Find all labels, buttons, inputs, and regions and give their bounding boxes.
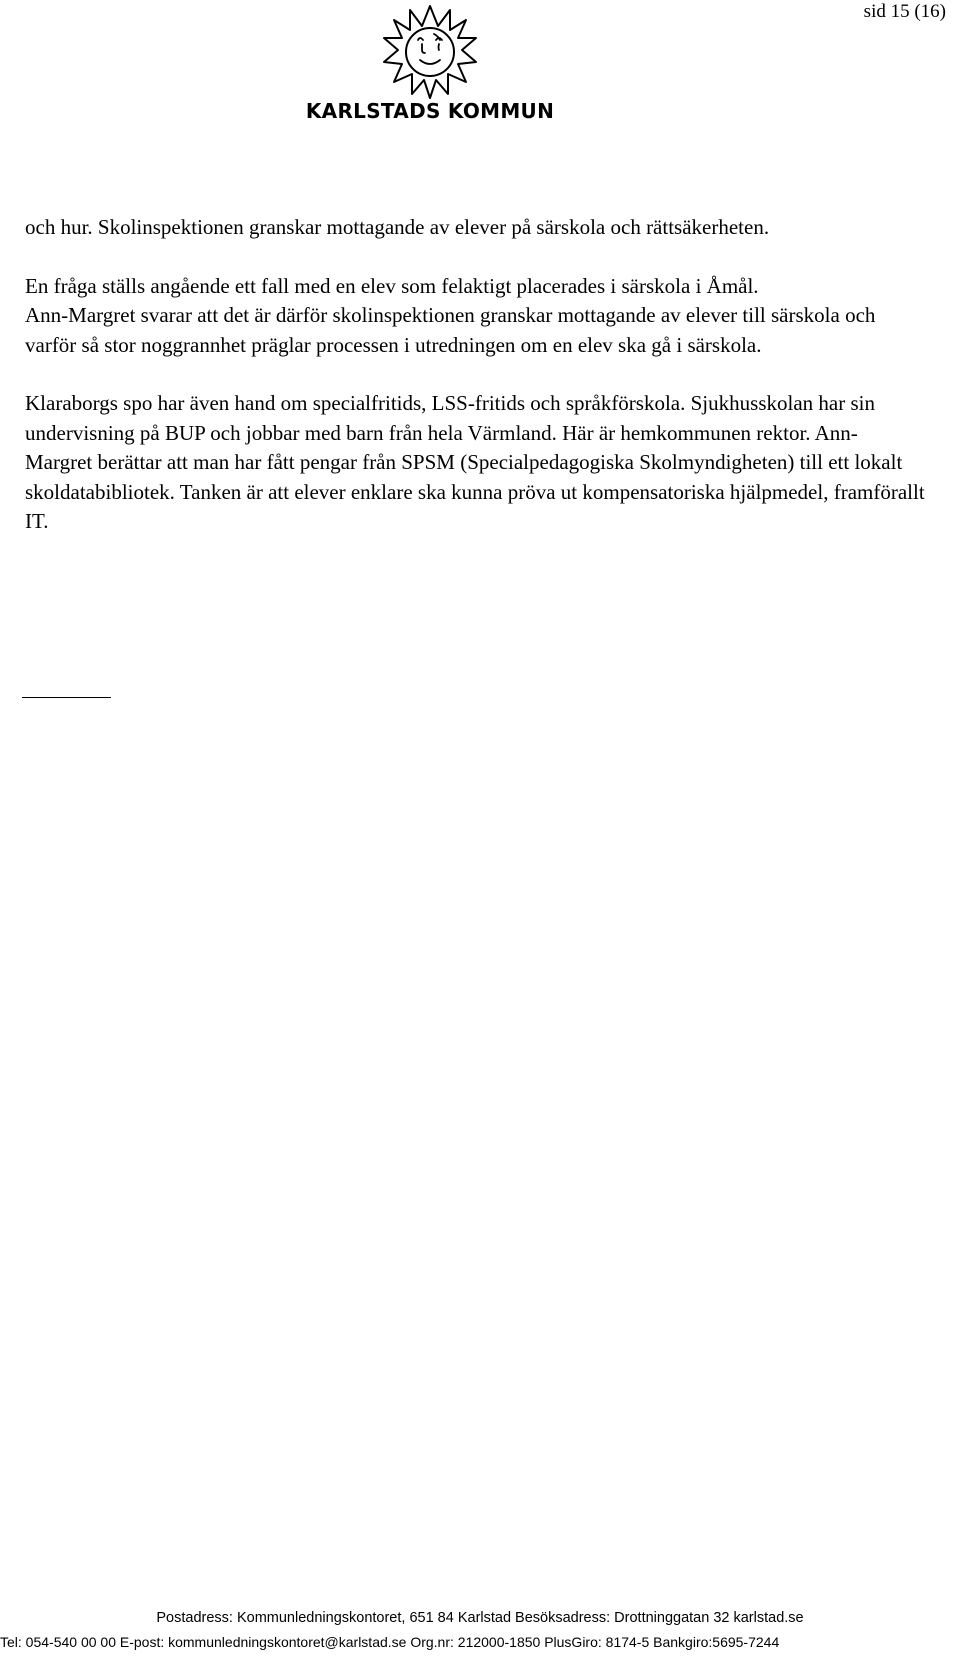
footer-address: Postadress: Kommunledningskontoret, 651 84 Karlstad Besöksadress: Drottninggatan 32 karlstad.se: [156, 1610, 804, 1626]
paragraph: och hur. Skolinspektionen granskar mottagande av elever på särskola och rättsäkerheten.: [25, 215, 770, 239]
page-number: sid 15 (16): [863, 1, 946, 22]
paragraph: Klaraborgs spo har även hand om specialfritids, LSS-fritids och språkförskola. Sjukhusskolan har sin undervisning på BUP och jobbar med barn från hela Värmland. Här är hemkommunen rektor. Ann-Margret berättar att man har fått pengar från SPSM (Specialpedagogiska Skolmyndigheten) till ett lokalt skoldatabibliotek. Tanken är att elever enklare ska kunna pröva ut kompensatoriska hjälpmedel, framförallt IT.: [25, 391, 925, 533]
footnote-rule: [22, 697, 111, 698]
footer-contact: Tel: 054-540 00 00 E-post: kommunledningskontoret@karlstad.se Org.nr: 212000-1850 PlusGiro: 8174-5 Bankgiro:5695-7244: [0, 1634, 780, 1650]
logo-text: KARLSTADS KOMMUN: [305, 99, 555, 123]
logo: [300, 4, 560, 128]
sun-face-icon: [382, 4, 478, 100]
paragraph: Ann-Margret svarar att det är därför skolinspektionen granskar mottagande av elever till särskola och varför så stor noggrannhet präglar processen i utredningen om en elev ska gå i särskola.: [25, 303, 876, 357]
document-body: [25, 213, 925, 537]
paragraph: En fråga ställs angående ett fall med en elev som felaktigt placerades i särskola i Åmål.: [25, 273, 759, 298]
